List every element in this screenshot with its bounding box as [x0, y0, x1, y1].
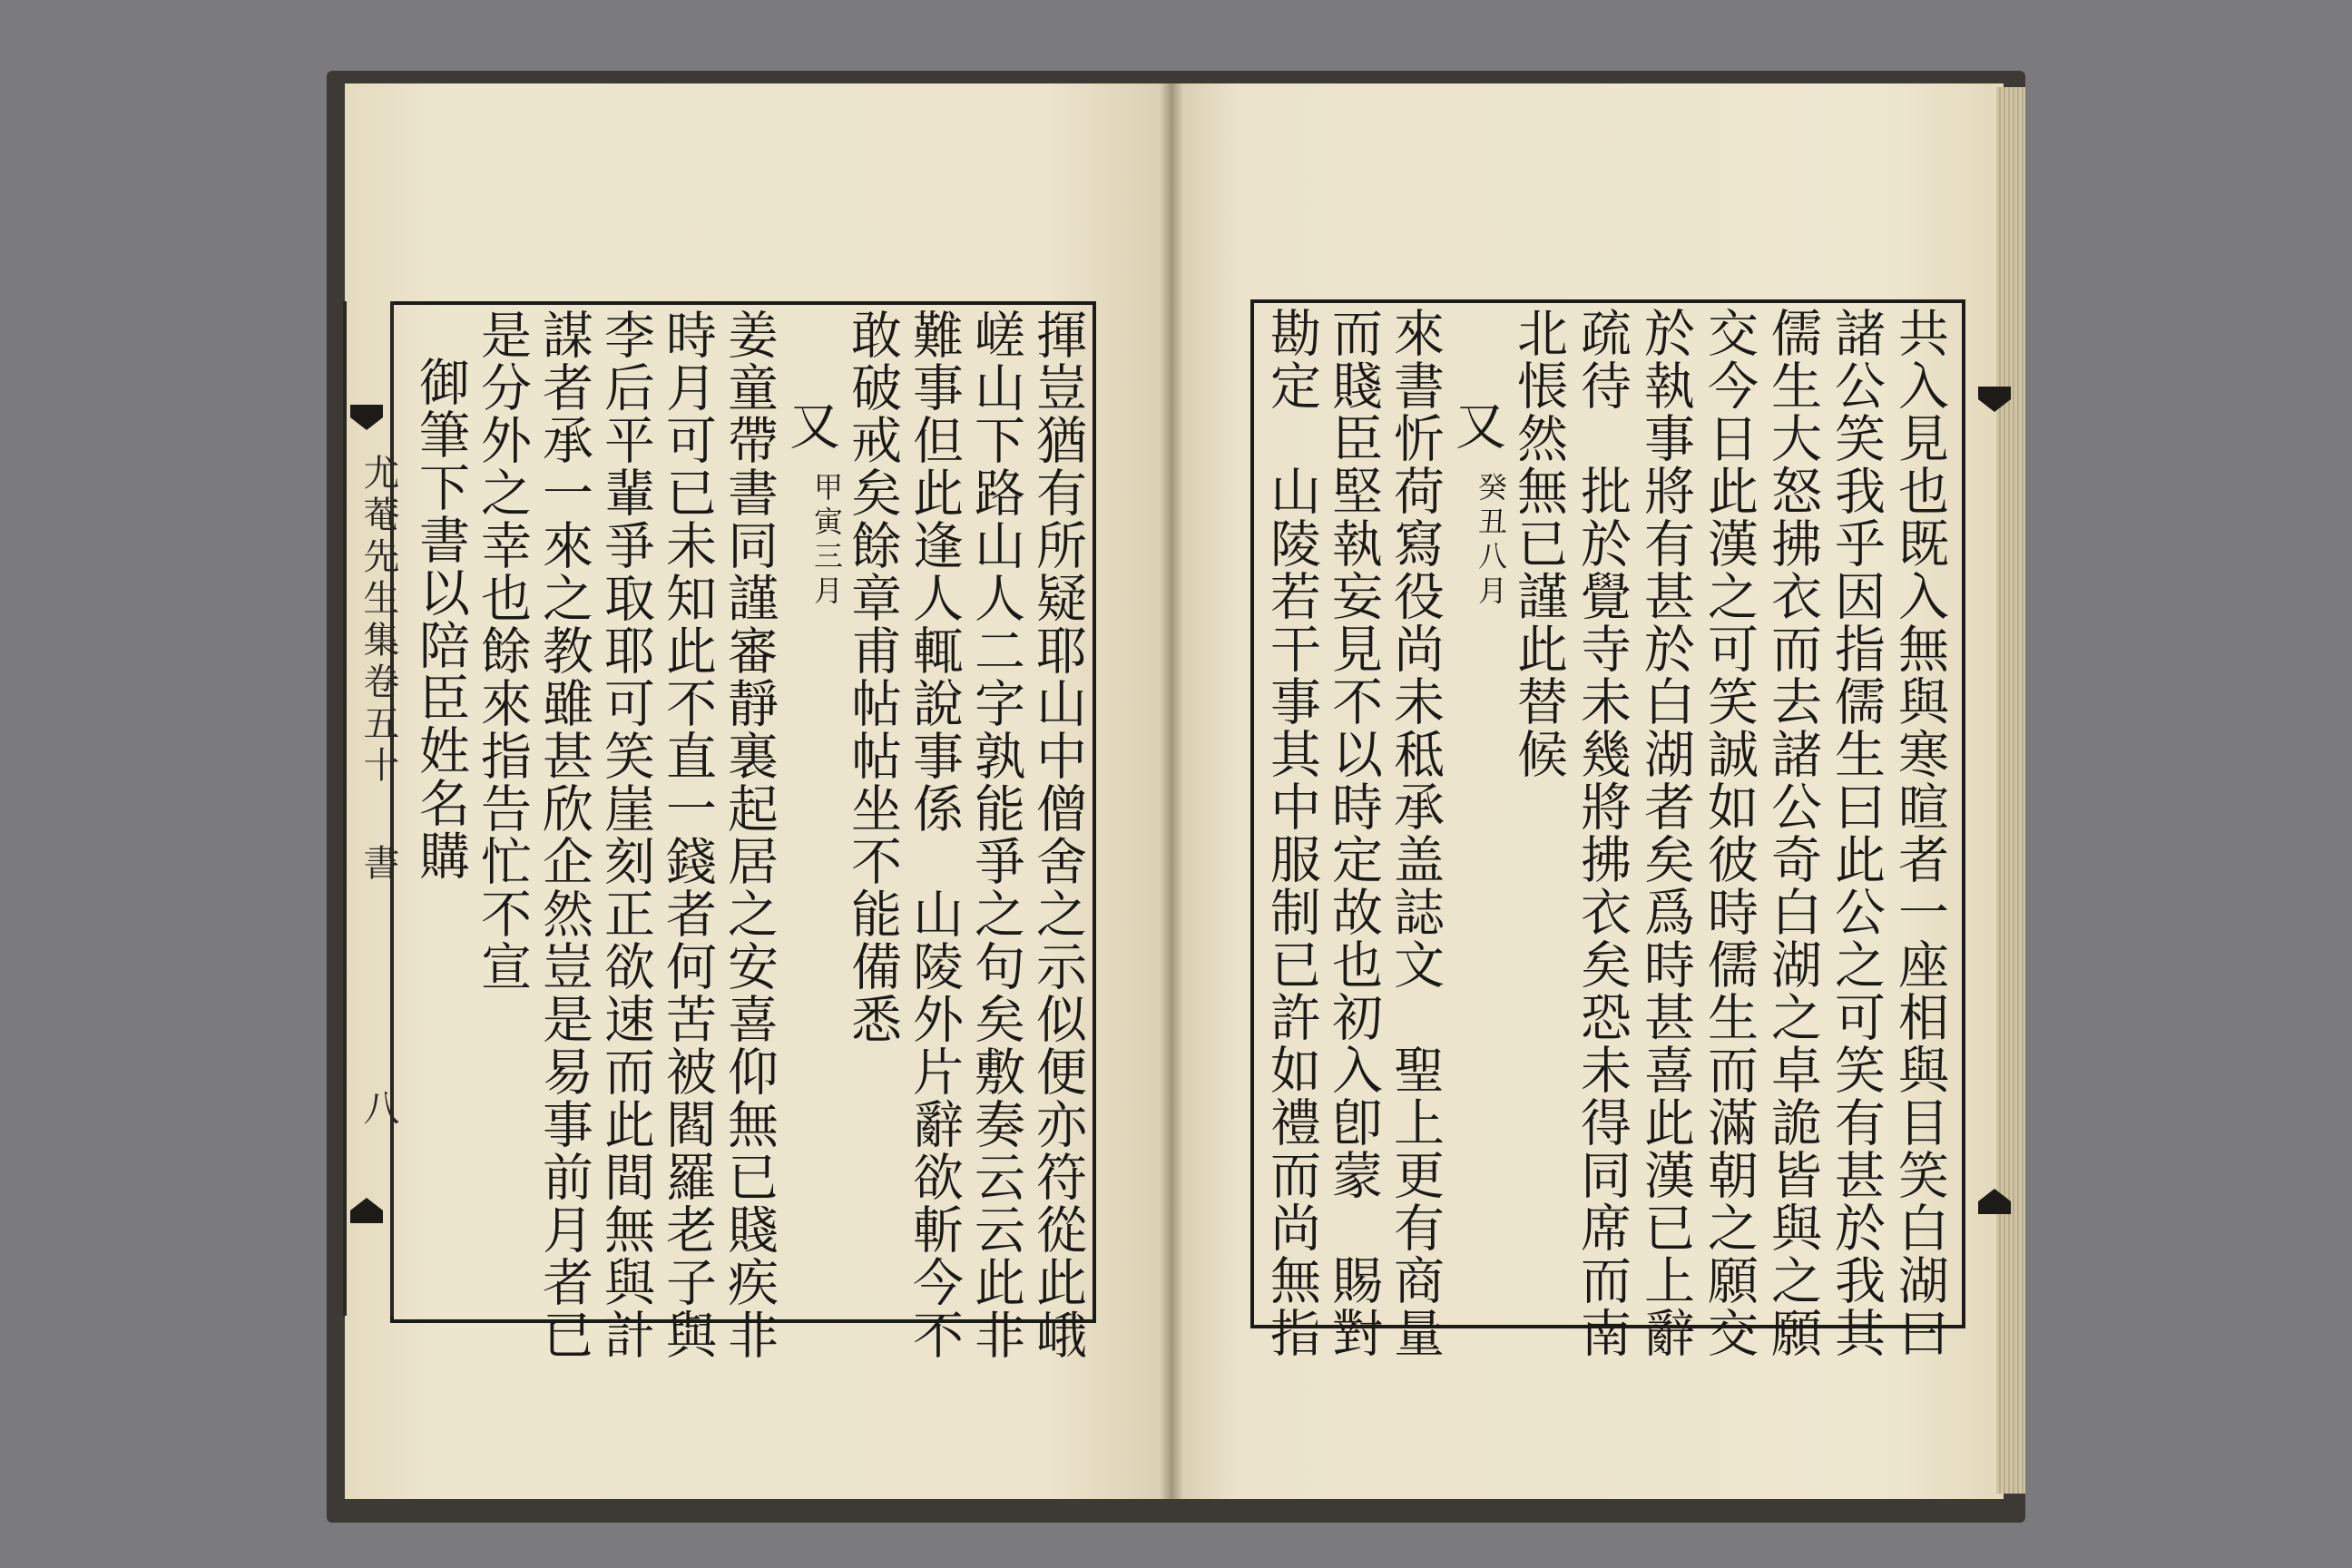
margin-page-number: 八: [358, 1089, 399, 1131]
book-gutter: [1160, 83, 1183, 1499]
right-lower-fish-tail-icon: [1976, 1161, 2013, 1220]
page-edges: [1996, 87, 2025, 1494]
left-column-6: 時月可已未知此不直一錢者何苦被閻羅老子與: [658, 309, 717, 1361]
right-column-4: 交今日此漢之可笑誠如彼時儒生而滿朝之願交: [1700, 307, 1759, 1359]
left-column-2: 嵯山下路山人二字孰能爭之句矣敷奏云云此非: [966, 309, 1025, 1361]
margin-section-label: 書: [358, 844, 399, 886]
left-column-7: 李后平輩爭取耶可笑崖刻正欲速而此間無與計: [596, 309, 655, 1361]
margin-book-title: 尤菴先生集卷五十: [358, 454, 399, 788]
right-column-2: 諸公笑我乎因指儒生曰此公之可笑有甚於我其: [1827, 307, 1886, 1359]
right-column-7: 北悵然無已謹此替候: [1509, 307, 1568, 780]
right-upper-fish-tail-icon: [1976, 381, 2013, 439]
right-column-6: 疏待 批於覺寺未幾將拂衣矣恐未得同席而南: [1573, 307, 1632, 1359]
left-column-3: 難事但此逢人輒說事係 山陵外片辭欲斬今不: [905, 309, 964, 1361]
left-column-5: 姜童帶書同謹審靜裏起居之安喜仰無已賤疾非: [720, 309, 779, 1361]
right-column-3: 儒生大怒拂衣而去諸公奇白湖之卓詭皆與之願: [1763, 307, 1822, 1359]
upper-fish-tail-icon: [348, 399, 385, 457]
left-heading-you: 又: [781, 399, 840, 452]
right-column-1: 共入見也既入無與寒暄者一座相與目笑白湖曰: [1890, 307, 1949, 1359]
left-column-10: 御筆下書以陪臣姓名購: [411, 356, 470, 882]
margin-rule-outer: [343, 301, 347, 1316]
left-column-1: 揮豈猶有所疑耶山中僧舍之示似便亦符從此峨: [1028, 309, 1087, 1361]
right-column-8: 來書忻荷寫役尚未秪承盖誌文 聖上更有商量: [1386, 307, 1445, 1359]
lower-fish-tail-icon: [348, 1171, 385, 1229]
right-column-5: 於執事將有甚於白湖者矣爲時甚喜此漢已上辭: [1636, 307, 1695, 1359]
right-heading-date: 癸丑八月: [1474, 472, 1508, 610]
left-column-8: 謀者承一來之教雖甚欣企然豈是易事前月者已: [534, 309, 593, 1361]
left-column-4: 敢破戒矣餘章甫帖帖坐不能備悉: [843, 309, 902, 1045]
right-column-9: 而賤臣堅執妄見不以時定故也初入卽蒙 賜對: [1324, 307, 1383, 1359]
right-heading-you: 又: [1447, 399, 1506, 452]
left-heading-date: 甲寅三月: [809, 472, 844, 610]
right-column-10: 勘定 山陵若干事其中服制已許如禮而尚無指: [1262, 307, 1321, 1359]
left-column-9: 是分外之幸也餘來指告忙不宣: [473, 309, 532, 993]
